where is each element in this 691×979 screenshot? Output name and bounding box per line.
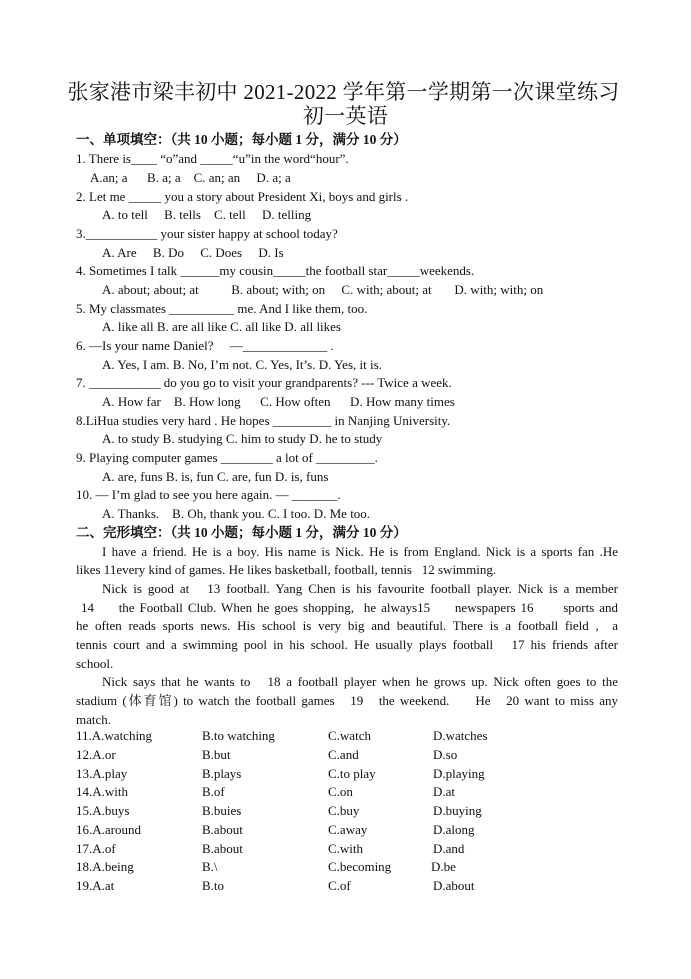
option-d: D.playing — [433, 765, 485, 781]
exam-subtitle: 初一英语 — [302, 104, 389, 128]
option-b: B.buies — [202, 803, 242, 818]
option-d: D.watches — [433, 728, 488, 743]
question-10-options: A. Thanks. B. Oh, thank you. C. I too. D. Me too. — [102, 506, 371, 521]
option-d: D.at — [433, 784, 456, 800]
question-9: 9. Playing computer games ________ a lot of _________. — [76, 450, 378, 465]
option-b: B.\ — [202, 859, 218, 875]
option-b: B.to watching — [202, 728, 275, 743]
option-c: C.of — [328, 878, 351, 893]
question-6-options: A. Yes, I am. B. No, I’m not. C. Yes, It’s. D. Yes, it is. — [102, 357, 382, 372]
question-1-options: A.an; a B. a; a C. an; an D. a; a — [90, 170, 291, 185]
passage-line: 14 the Football Club. When he goes shopping, he always15 newspapers 16 sports and — [76, 600, 619, 615]
option-d: D.about — [433, 878, 475, 893]
question-7-options: A. How far B. How long C. How often D. How many times — [102, 394, 455, 409]
option-c: C.buy — [328, 803, 360, 818]
option-b: B.but — [202, 746, 231, 762]
question-6: 6. —Is your name Daniel? —_____________ . — [76, 338, 334, 353]
option-d: D.buying — [433, 803, 482, 818]
question-7: 7. ___________ do you go to visit your grandparents? --- Twice a week. — [76, 375, 452, 390]
cloze-options-table — [76, 727, 636, 896]
question-1: 1. There is____ “o”and _____“u”in the word“hour”. — [76, 151, 349, 166]
question-5-options: A. like all B. are all like C. all like D. all likes — [102, 319, 341, 334]
question-8-options: A. to study B. studying C. him to study D. he to study — [102, 431, 383, 446]
question-2-options: A. to tell B. tells C. tell D. telling — [102, 207, 312, 222]
option-d: D.along — [433, 821, 475, 837]
option-a: 19.A.at — [76, 878, 115, 893]
section2-heading: 二、完形填空：（共 10 小题；每小题 1 分，满分 10 分） — [76, 525, 407, 540]
passage-line: likes 11every kind of games. He likes basketball, football, tennis 12 swimming. — [76, 562, 497, 577]
cloze-option-row — [76, 858, 636, 877]
option-b: B.about — [202, 821, 243, 837]
passage-line: school. — [76, 656, 114, 671]
cloze-option-row — [76, 727, 636, 746]
question-4-options: A. about; about; at B. about; with; on C. with; about; at D. with; with; on — [102, 282, 544, 297]
cloze-option-row — [76, 783, 636, 802]
cloze-option-row — [76, 877, 636, 896]
cloze-option-row — [76, 821, 636, 840]
cloze-option-row — [76, 746, 636, 765]
passage-line: tennis court and a swimming pool in his school. He usually plays football 17 his friends after — [76, 637, 618, 652]
question-2: 2. Let me _____ you a story about President Xi, boys and girls . — [76, 189, 409, 204]
question-8: 8.LiHua studies very hard . He hopes _________ in Nanjing University. — [76, 413, 451, 428]
question-3: 3.___________ your sister happy at school today? — [76, 226, 338, 241]
cloze-option-row — [76, 802, 636, 821]
option-d: D.and — [433, 840, 465, 856]
passage-line: match. — [76, 712, 112, 727]
passage-line: Nick is good at 13 football. Yang Chen is his favourite football player. Nick is a member — [102, 581, 618, 596]
section1-heading: 一、单项填空：（共 10 小题；每小题 1 分，满分 10 分） — [76, 132, 407, 147]
option-c: C.watch — [328, 728, 371, 743]
option-b: B.to — [202, 878, 225, 893]
option-b: B.about — [202, 840, 243, 856]
option-a: 15.A.buys — [76, 803, 130, 818]
question-4: 4. Sometimes I talk ______my cousin_____the football star_____weekends. — [76, 263, 475, 278]
passage-line: he often reads sports news. His school is very big and beautiful. There is a football field , a — [76, 618, 618, 633]
question-3-options: A. Are B. Do C. Does D. Is — [102, 245, 284, 260]
option-c: C.on — [328, 784, 353, 800]
option-c: C.and — [328, 746, 359, 762]
option-a: 16.A.around — [76, 821, 141, 837]
cloze-option-row — [76, 840, 636, 859]
exam-title: 张家港市梁丰初中 2021-2022 学年第一学期第一次课堂练习 — [67, 80, 620, 104]
option-a: 11.A.watching — [76, 728, 153, 743]
option-a: 12.A.or — [76, 746, 116, 762]
option-c: C.with — [328, 840, 364, 856]
option-d: D.be — [431, 859, 456, 875]
option-a: 17.A.of — [76, 840, 116, 856]
option-d: D.so — [433, 746, 458, 762]
option-a: 14.A.with — [76, 784, 128, 800]
option-a: 18.A.being — [76, 859, 134, 875]
option-c: C.to play — [328, 765, 376, 781]
passage-line: Nick says that he wants to 18 a football player when he grows up. Nick often goes to the — [102, 674, 618, 689]
option-b: B.of — [202, 784, 225, 800]
option-c: C.becoming — [328, 859, 392, 875]
option-a: 13.A.play — [76, 765, 128, 781]
question-9-options: A. are, funs B. is, fun C. are, fun D. is, funs — [102, 469, 329, 484]
question-10: 10. — I’m glad to see you here again. — _______. — [76, 487, 341, 502]
cloze-option-row — [76, 765, 636, 784]
option-c: C.away — [328, 821, 368, 837]
passage-line: stadium (体育馆) to watch the football games 19 the weekend. He 20 want to miss any — [76, 693, 618, 708]
question-5: 5. My classmates __________ me. And I like them, too. — [76, 301, 368, 316]
option-b: B.plays — [202, 765, 242, 781]
passage-line: I have a friend. He is a boy. His name is Nick. He is from England. Nick is a sports fan .He — [102, 544, 618, 559]
